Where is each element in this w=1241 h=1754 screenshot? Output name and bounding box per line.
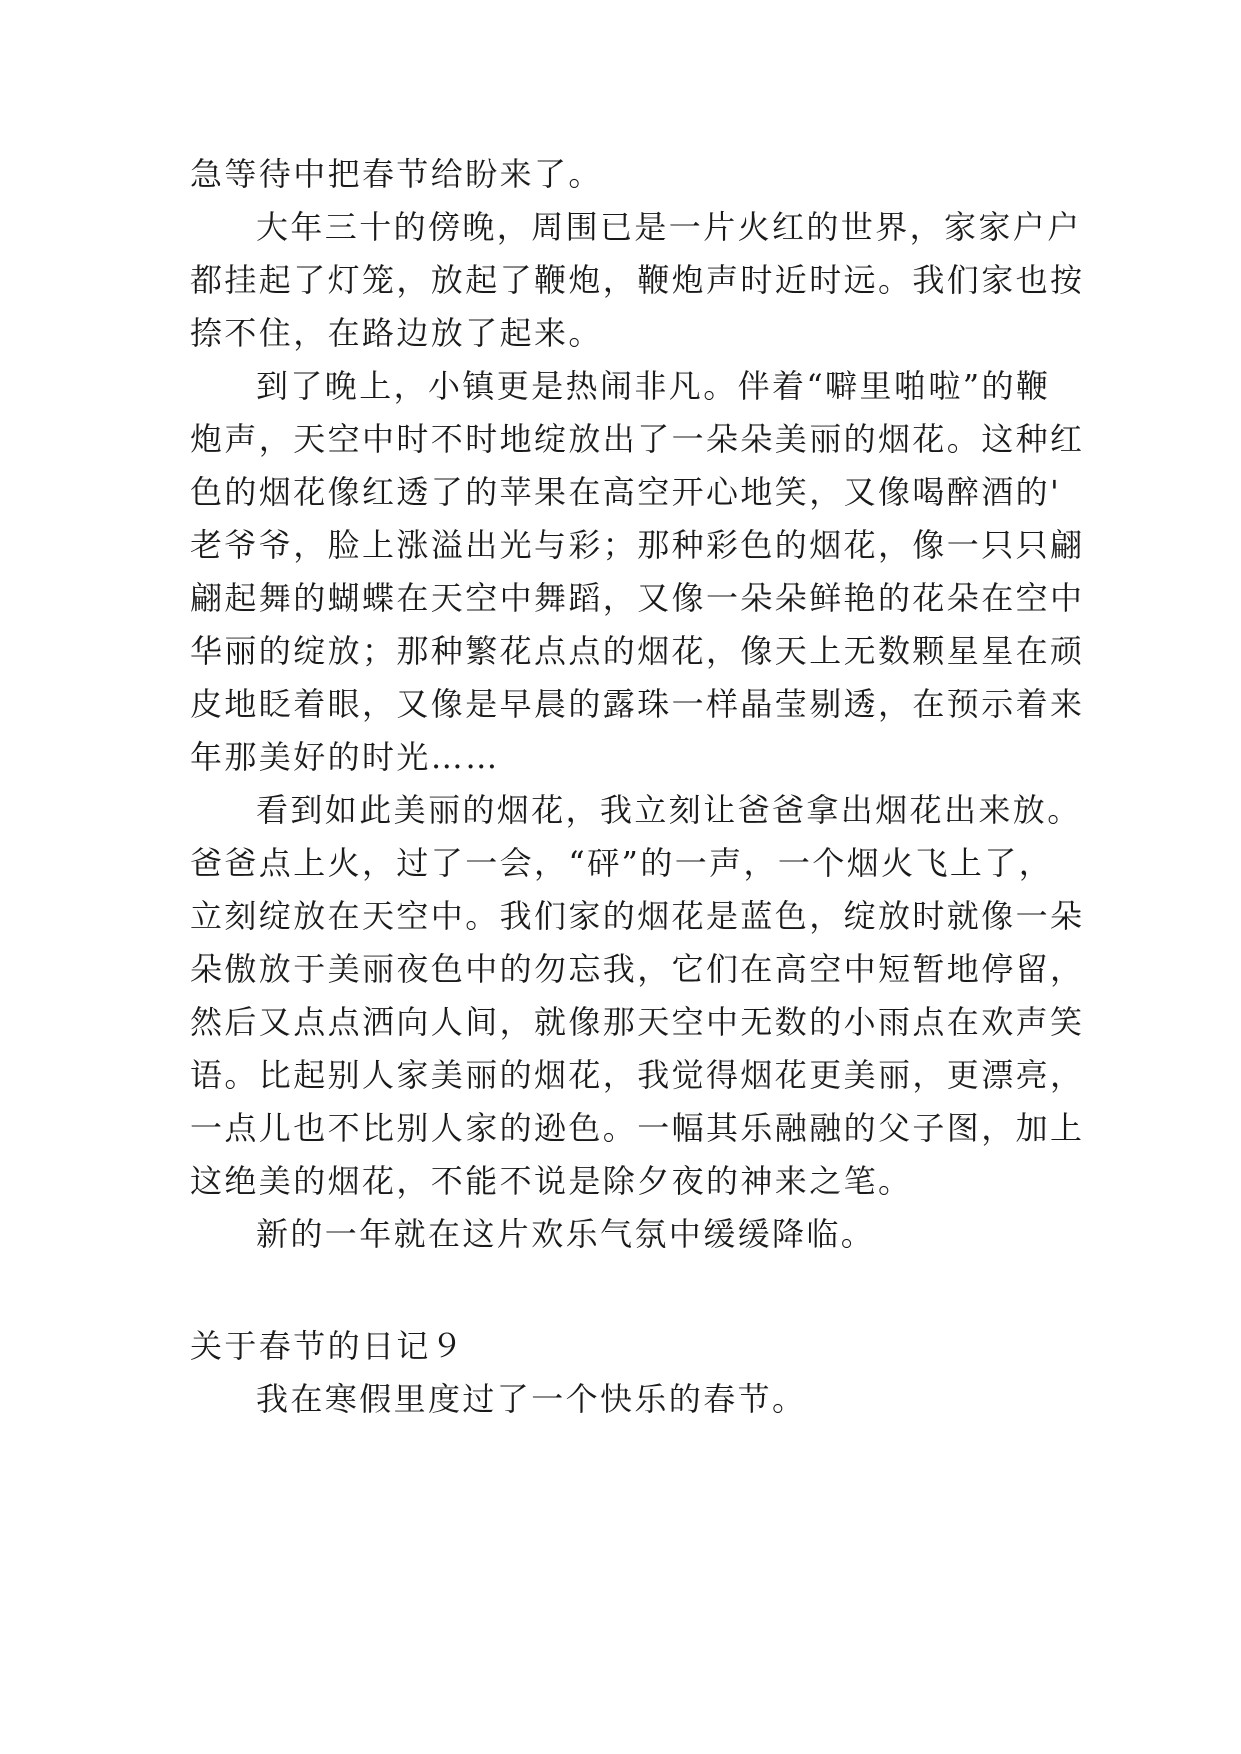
text-line: 这绝美的烟花，不能不说是除夕夜的神来之笔。 bbox=[190, 1162, 913, 1200]
text-line: 朵傲放于美丽夜色中的勿忘我，它们在高空中短暂地停留， bbox=[190, 950, 1085, 988]
text-line: 语。比起别人家美丽的烟花，我觉得烟花更美丽，更漂亮， bbox=[190, 1056, 1085, 1094]
text-line: 年那美好的时光…… bbox=[190, 738, 500, 776]
text-line: 都挂起了灯笼，放起了鞭炮，鞭炮声时近时远。我们家也按 bbox=[190, 261, 1085, 299]
text-line: 翩起舞的蝴蝶在天空中舞蹈，又像一朵朵鲜艳的花朵在空中 bbox=[190, 579, 1085, 617]
text-line: 捺不住，在路边放了起来。 bbox=[190, 314, 603, 352]
text-line: 华丽的绽放；那种繁花点点的烟花，像天上无数颗星星在顽 bbox=[190, 632, 1085, 670]
text-line: 皮地眨着眼，又像是早晨的露珠一样晶莹剔透，在预示着来 bbox=[190, 685, 1085, 723]
text-line: 急等待中把春节给盼来了。 bbox=[190, 155, 603, 193]
text-line: 立刻绽放在天空中。我们家的烟花是蓝色，绽放时就像一朵 bbox=[190, 897, 1085, 935]
text-line: 大年三十的傍晚，周围已是一片火红的世界，家家户户 bbox=[256, 208, 1082, 246]
text-line: 爸爸点上火，过了一会，“砰”的一声，一个烟火飞上了， bbox=[190, 844, 1054, 882]
text-line: 看到如此美丽的烟花，我立刻让爸爸拿出烟花出来放。 bbox=[256, 791, 1082, 829]
text-line: 我在寒假里度过了一个快乐的春节。 bbox=[256, 1380, 807, 1418]
text-line: 新的一年就在这片欢乐气氛中缓缓降临。 bbox=[256, 1215, 876, 1253]
section-heading: 关于春节的日记９ bbox=[190, 1327, 466, 1365]
text-line: 一点儿也不比别人家的逊色。一幅其乐融融的父子图，加上 bbox=[190, 1109, 1085, 1147]
text-line: 色的烟花像红透了的苹果在高空开心地笑，又像喝醉酒的' bbox=[190, 473, 1062, 511]
text-line: 到了晚上，小镇更是热闹非凡。伴着“噼里啪啦”的鞭 bbox=[256, 367, 1051, 405]
text-line: 然后又点点洒向人间，就像那天空中无数的小雨点在欢声笑 bbox=[190, 1003, 1085, 1041]
text-line: 炮声，天空中时不时地绽放出了一朵朵美丽的烟花。这种红 bbox=[190, 420, 1085, 458]
text-line: 老爷爷，脸上涨溢出光与彩；那种彩色的烟花，像一只只翩 bbox=[190, 526, 1085, 564]
